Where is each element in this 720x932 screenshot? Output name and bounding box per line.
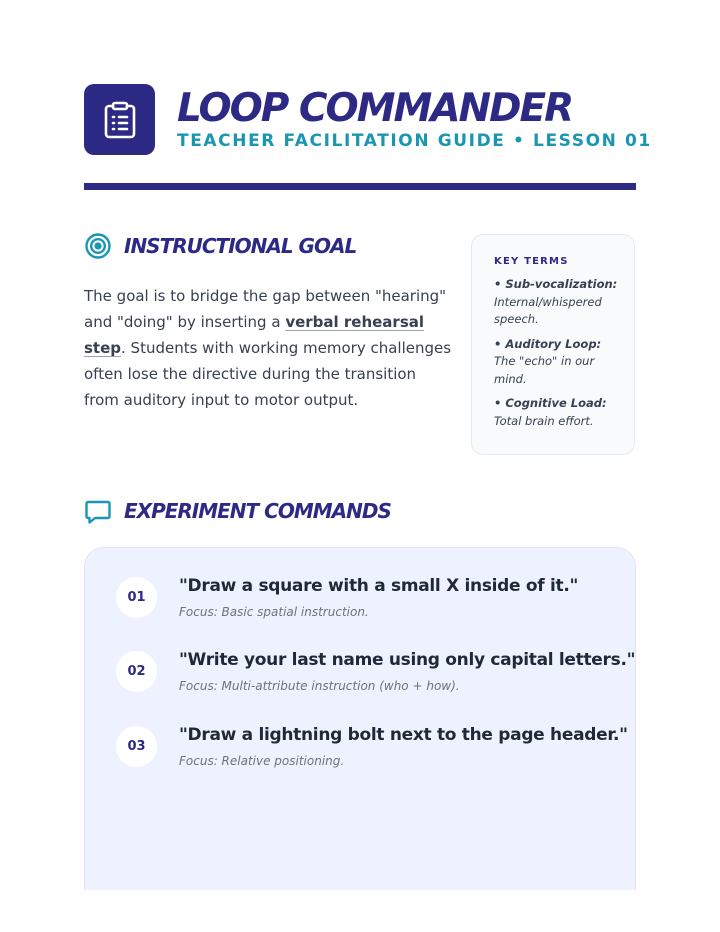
command-item xyxy=(85,622,637,693)
commands-section-header xyxy=(84,497,391,525)
key-term-name: • Sub-vocalization: xyxy=(494,277,618,291)
page-title: LOOP COMMANDER xyxy=(177,86,573,131)
goal-paragraph xyxy=(84,283,454,413)
key-term-definition: Total brain effort. xyxy=(494,413,594,428)
commands-section-title: EXPERIMENT COMMANDS xyxy=(124,499,391,523)
key-term-item xyxy=(494,395,618,430)
header-divider xyxy=(84,183,636,190)
command-focus: Focus: Multi-attribute instruction (who + how). xyxy=(179,679,460,693)
key-term-item xyxy=(494,276,618,329)
key-terms-card xyxy=(471,234,635,455)
command-number: 02 xyxy=(116,651,157,692)
logo-badge xyxy=(84,84,155,155)
target-icon xyxy=(84,232,112,260)
key-term-name: • Cognitive Load: xyxy=(494,396,607,410)
key-term-name: • Auditory Loop: xyxy=(494,336,602,351)
page-subtitle: TEACHER FACILITATION GUIDE • LESSON 01 xyxy=(177,131,652,151)
goal-section-header xyxy=(84,232,356,260)
goal-text-after: . Students with working memory challenges often lose the directive during the transition from auditory input to motor output. xyxy=(84,339,452,409)
command-text: "Write your last name using only capital letters." xyxy=(179,650,636,670)
command-number: 01 xyxy=(116,577,157,618)
commands-panel xyxy=(84,547,636,890)
goal-section-title: INSTRUCTIONAL GOAL xyxy=(124,234,357,258)
clipboard-icon xyxy=(103,101,137,139)
command-text: "Draw a square with a small X inside of it." xyxy=(179,576,579,596)
key-term-item xyxy=(494,336,618,389)
goal-text-emphasis: verbal rehearsal step xyxy=(84,313,425,357)
speech-bubble-icon xyxy=(84,497,112,525)
command-text: "Draw a lightning bolt next to the page header." xyxy=(179,725,628,745)
command-focus: Focus: Basic spatial instruction. xyxy=(179,605,369,619)
key-term-definition: Internal/whispered speech. xyxy=(494,294,602,326)
key-term-definition: The "echo" in our mind. xyxy=(494,354,595,386)
key-terms-title: KEY TERMS xyxy=(494,256,569,267)
command-item xyxy=(85,548,637,619)
page-header xyxy=(84,84,652,156)
command-number: 03 xyxy=(116,726,157,767)
goal-text-before: The goal is to bridge the gap between "hearing" and "doing" by inserting a xyxy=(84,287,447,331)
command-focus: Focus: Relative positioning. xyxy=(179,754,345,768)
command-item xyxy=(85,697,637,768)
